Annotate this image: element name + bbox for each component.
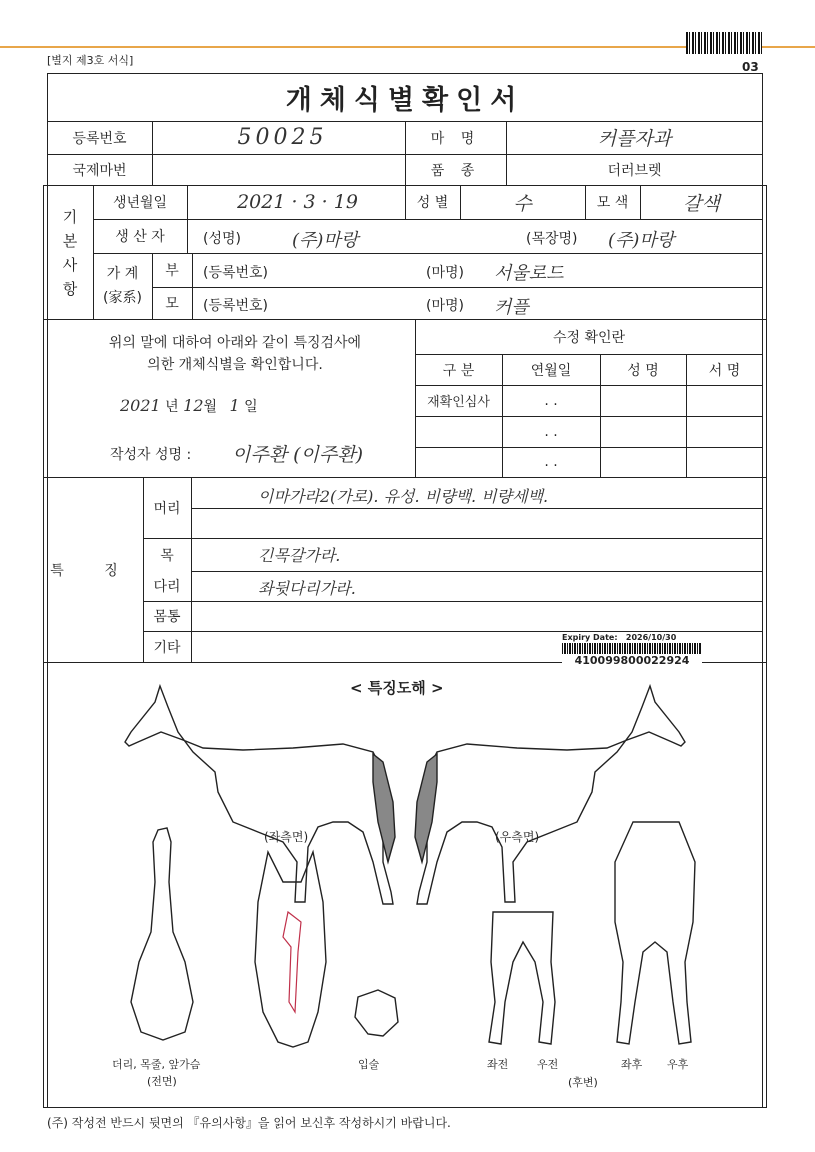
divider — [192, 253, 193, 319]
date-month: 12 — [183, 396, 204, 415]
top-barcode — [686, 32, 762, 54]
basic-label-char: 항 — [62, 280, 78, 298]
head-blaze — [283, 912, 301, 1012]
reg-no-label: 등록번호 — [72, 130, 127, 147]
writer-label: 작성자 성명 : — [110, 447, 192, 463]
divider — [143, 601, 763, 602]
rev-col-type: 구 분 — [442, 362, 475, 379]
diagram-title: < 특징도해 > — [350, 679, 444, 697]
left-tail — [373, 754, 395, 862]
pedigree-label-block — [93, 262, 152, 310]
rev-row1-label: 재확인심사 — [427, 395, 490, 410]
ranch-value: (주)마랑 — [608, 230, 675, 251]
page-number: 03 — [742, 60, 759, 74]
rev-row2-dots: . . — [544, 423, 558, 440]
sire-label: 부 — [165, 263, 179, 279]
barcode-number: 410099800022924 — [574, 654, 690, 667]
rh-label: 우후 — [667, 1058, 689, 1071]
birth-value: 2021 · 3 · 19 — [237, 191, 358, 213]
dam-reg-label: (등록번호) — [203, 298, 269, 314]
divider — [143, 538, 763, 539]
revision-title: 수정 확인란 — [552, 329, 626, 346]
divider — [191, 477, 192, 662]
head-value: 이마가라2(가로). 유성. 비량백. 비량세백. — [258, 487, 549, 506]
left-side-horse — [125, 686, 393, 904]
divider — [152, 287, 763, 288]
front-label: (전면) — [147, 1075, 177, 1088]
neck-label: 목 — [160, 547, 174, 564]
dam-name-label: (마명) — [426, 298, 464, 314]
rev-col-name: 성 명 — [627, 362, 659, 379]
confirm-date — [120, 396, 258, 416]
divider — [93, 253, 763, 254]
color-label: 모 색 — [596, 195, 629, 211]
rev-col-sign: 서 명 — [708, 362, 741, 379]
page-title: 개체식별확인서 — [285, 84, 525, 116]
barcode — [562, 643, 702, 654]
dam-label: 모 — [165, 296, 179, 312]
neck-front-view — [131, 828, 193, 1040]
basic-label-char: 본 — [62, 232, 78, 250]
confirm-line: 위의 말에 대하여 아래와 같이 특징검사에 — [108, 335, 362, 351]
lips-label: 입술 — [358, 1058, 380, 1071]
rev-col-date: 연월일 — [530, 362, 572, 379]
divider — [187, 185, 188, 253]
pedigree-label: 가 계 — [106, 266, 139, 282]
right-tail — [415, 754, 437, 862]
features-label: 특 징 — [50, 562, 136, 579]
birth-label: 생년월일 — [112, 195, 168, 211]
rev-row3-dots: . . — [544, 454, 558, 470]
rf-label: 우전 — [537, 1058, 559, 1071]
sire-reg-label: (등록번호) — [203, 265, 269, 281]
divider — [143, 631, 763, 632]
legs-label: 다리 — [153, 579, 181, 595]
body-label: 몸통 — [153, 609, 181, 625]
dam-name-value: 커플 — [494, 297, 529, 318]
right-side-label: (우측면) — [495, 830, 540, 844]
right-side-horse — [417, 686, 685, 904]
footer-note: (주) 작성전 반드시 뒷면의 『유의사항』을 읽어 보신후 작성하시기 바랍니다. — [47, 1116, 451, 1130]
lips-view — [355, 990, 398, 1036]
date-day: 1 — [229, 396, 240, 415]
form-label: [별지 제3호 서식] — [47, 54, 134, 67]
rev-row1-dots: . . — [544, 392, 558, 409]
lh-label: 좌후 — [621, 1058, 643, 1071]
breed-label: 품 종 — [430, 162, 481, 179]
color-value: 갈색 — [683, 192, 720, 215]
date-year-label: 년 — [165, 399, 179, 415]
divider — [152, 121, 153, 185]
ranch-label: (목장명) — [526, 231, 578, 247]
breed-value: 더러브렛 — [607, 162, 662, 179]
sire-name-label: (마명) — [426, 265, 464, 281]
writer-value: 이주환 (이주환) — [232, 444, 363, 466]
sire-name-value: 서울로드 — [494, 263, 564, 284]
divider — [93, 219, 763, 220]
neck-front-label: 더리, 목줄, 앞가슴 — [112, 1058, 201, 1071]
confirm-text — [70, 332, 400, 376]
sex-label: 성 별 — [416, 195, 449, 211]
producer-label: 생 산 자 — [115, 229, 165, 245]
neck-value: 긴목갈가라. — [258, 546, 341, 565]
date-day-label: 일 — [244, 399, 258, 415]
horse-name-label: 마 명 — [430, 130, 481, 147]
pedigree-hanja: (家系) — [103, 290, 142, 306]
reg-no-value: 50025 — [237, 125, 328, 150]
producer-name-value: (주)마랑 — [292, 230, 359, 251]
intl-no-label: 국제마번 — [72, 162, 127, 179]
front-legs-view — [489, 912, 555, 1044]
other-label: 기타 — [153, 639, 181, 656]
horse-diagram — [43, 662, 767, 1108]
head-label: 머리 — [153, 500, 181, 517]
confirm-line: 의한 개체식별을 확인합니다. — [147, 357, 323, 373]
basic-label-char: 기 — [62, 208, 78, 226]
date-month-label: 월 — [203, 399, 218, 415]
date-year: 2021 — [120, 396, 161, 415]
divider — [191, 571, 763, 572]
basic-section-label — [52, 205, 88, 301]
lf-label: 좌전 — [487, 1058, 509, 1071]
left-side-label: (좌측면) — [264, 830, 309, 844]
basic-label-char: 사 — [62, 256, 78, 274]
sex-value: 수 — [513, 192, 532, 215]
expiry-text: Expiry Date: 2026/10/30 — [562, 633, 677, 642]
divider — [191, 508, 763, 509]
legs-value: 좌뒷다리가라. — [258, 579, 356, 598]
horse-name-value: 커플자과 — [597, 128, 672, 150]
rear-legs-view — [615, 822, 695, 1044]
rear-label: (후변) — [568, 1076, 598, 1089]
producer-name-label: (성명) — [203, 231, 241, 247]
